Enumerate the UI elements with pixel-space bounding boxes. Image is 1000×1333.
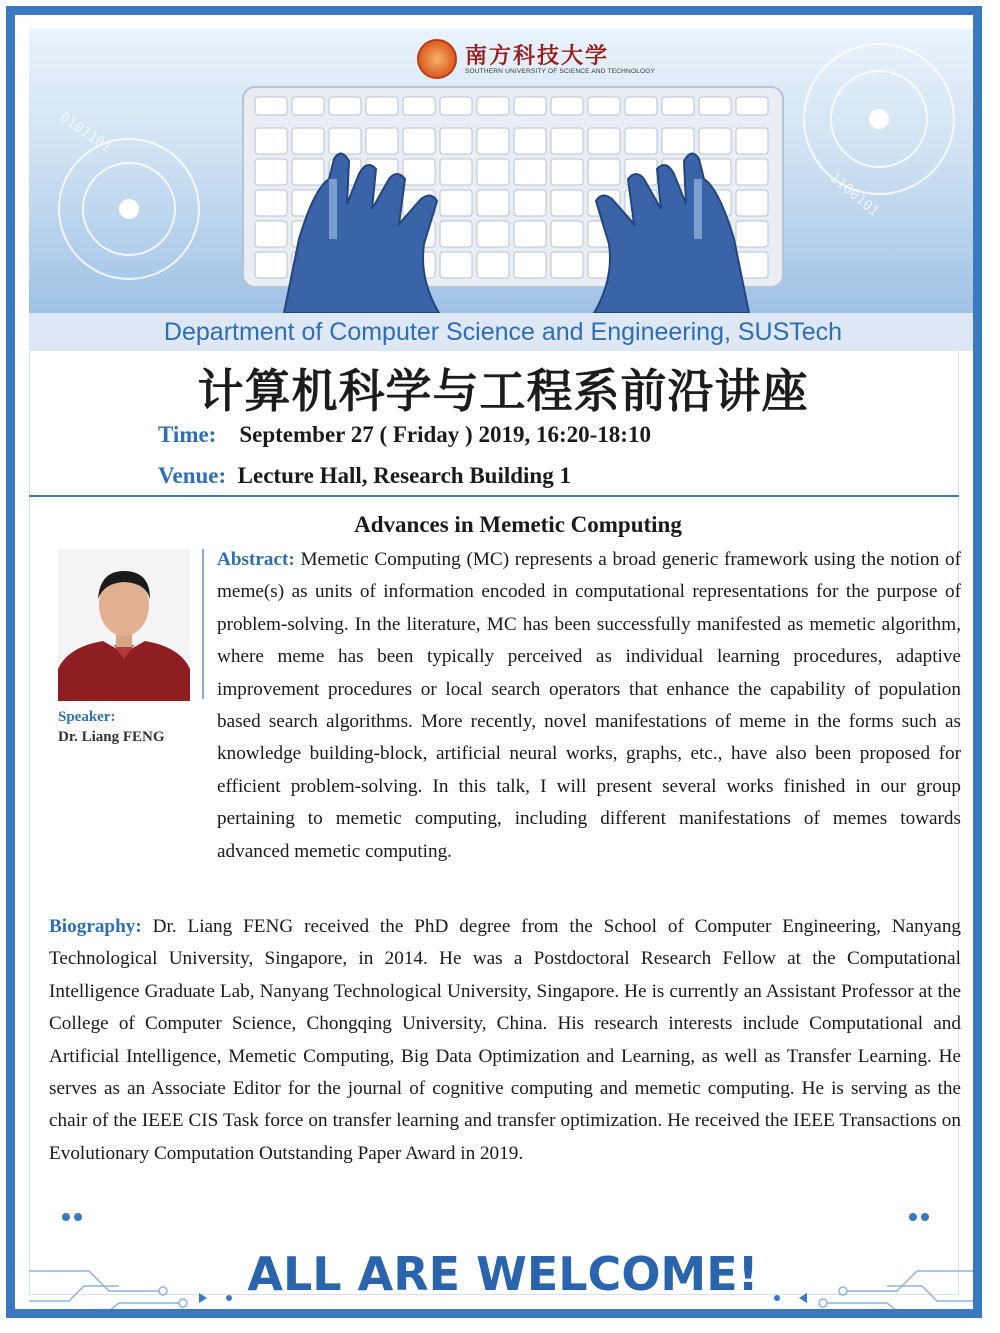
poster-frame	[6, 6, 982, 1318]
talk-title: Advances in Memetic Computing	[354, 512, 682, 537]
svg-text:0101101: 0101101	[56, 109, 115, 157]
divider	[29, 495, 959, 497]
venue-label: Venue:	[158, 463, 227, 488]
venue-value: Lecture Hall, Research Building 1	[237, 463, 571, 488]
speaker-photo	[58, 549, 190, 701]
biography-text: Dr. Liang FENG received the PhD degree from the School of Computer Engineering, Nanyang Technological University, Singapore, in 2014. He was a Postdoctoral Research Fellow at the Computational Intelligence Graduate Lab, Nanyang Technological University, Singapore. He is currently an Assistant Professor at the College of Computer Science, Chongqing University, China. His research interests include Computational and Artificial Intelligence, Memetic Computing, Big Data Optimization and Learning, as well as Transfer Learning. He serves as an Associate Editor for the journal of cognitive computing and memetic computing. He is serving as the chair of the IEEE CIS Task force on transfer learning and transfer optimization. He received the IEEE Transactions on Evolutionary Computation Outstanding Paper Award in 2019.	[49, 916, 962, 1164]
page-title: 计算机科学与工程系前沿讲座	[197, 364, 809, 418]
abstract-paragraph	[217, 544, 961, 868]
biography-paragraph	[49, 911, 961, 1170]
speaker-name: Dr. Liang FENG	[58, 729, 165, 745]
abstract-text: Memetic Computing (MC) represents a broad generic framework using the notion of meme(s) as units of information encoded in computational representations for the purpose of problem-solving. In the literature, MC has been successfully manifested as memetic algorithm, where meme has been typically perceived as individual learning procedures, adaptive improvement procedures or local search operators that enhance the capability of population based search algorithms. More recently, novel manifestations of meme in the forms such as knowledge building-block, artificial neural works, graphs, etc., have also been proposed for efficient problem-solving. In this talk, I will present several works finished in our group pertaining to memetic computing, including different manifestations of memes towards advanced memetic computing.	[217, 549, 962, 862]
svg-text:1100101: 1100101	[826, 169, 882, 220]
biography-label: Biography:	[49, 916, 142, 937]
welcome-banner: ALL ARE WELCOME!	[247, 1247, 759, 1301]
abstract-divider	[202, 549, 204, 699]
time-value: September 27 ( Friday ) 2019, 16:20-18:10	[239, 422, 651, 447]
dots-decoration-right	[908, 1211, 938, 1223]
abstract-label: Abstract:	[217, 549, 295, 570]
speaker-label: Speaker:	[58, 709, 116, 725]
department-name: Department of Computer Science and Engineering, SUSTech	[163, 317, 843, 346]
department-bar	[29, 313, 977, 351]
header-banner	[29, 29, 977, 313]
dots-decoration-left	[61, 1211, 91, 1223]
logo-english-name: SOUTHERN UNIVERSITY OF SCIENCE AND TECHNOLOGY	[465, 67, 656, 75]
time-label: Time:	[158, 422, 217, 447]
logo-chinese-name: 南方科技大学	[465, 42, 610, 69]
venue-row	[158, 463, 571, 489]
university-logo	[417, 39, 655, 79]
university-logo-icon	[417, 39, 457, 79]
time-row	[158, 422, 651, 448]
